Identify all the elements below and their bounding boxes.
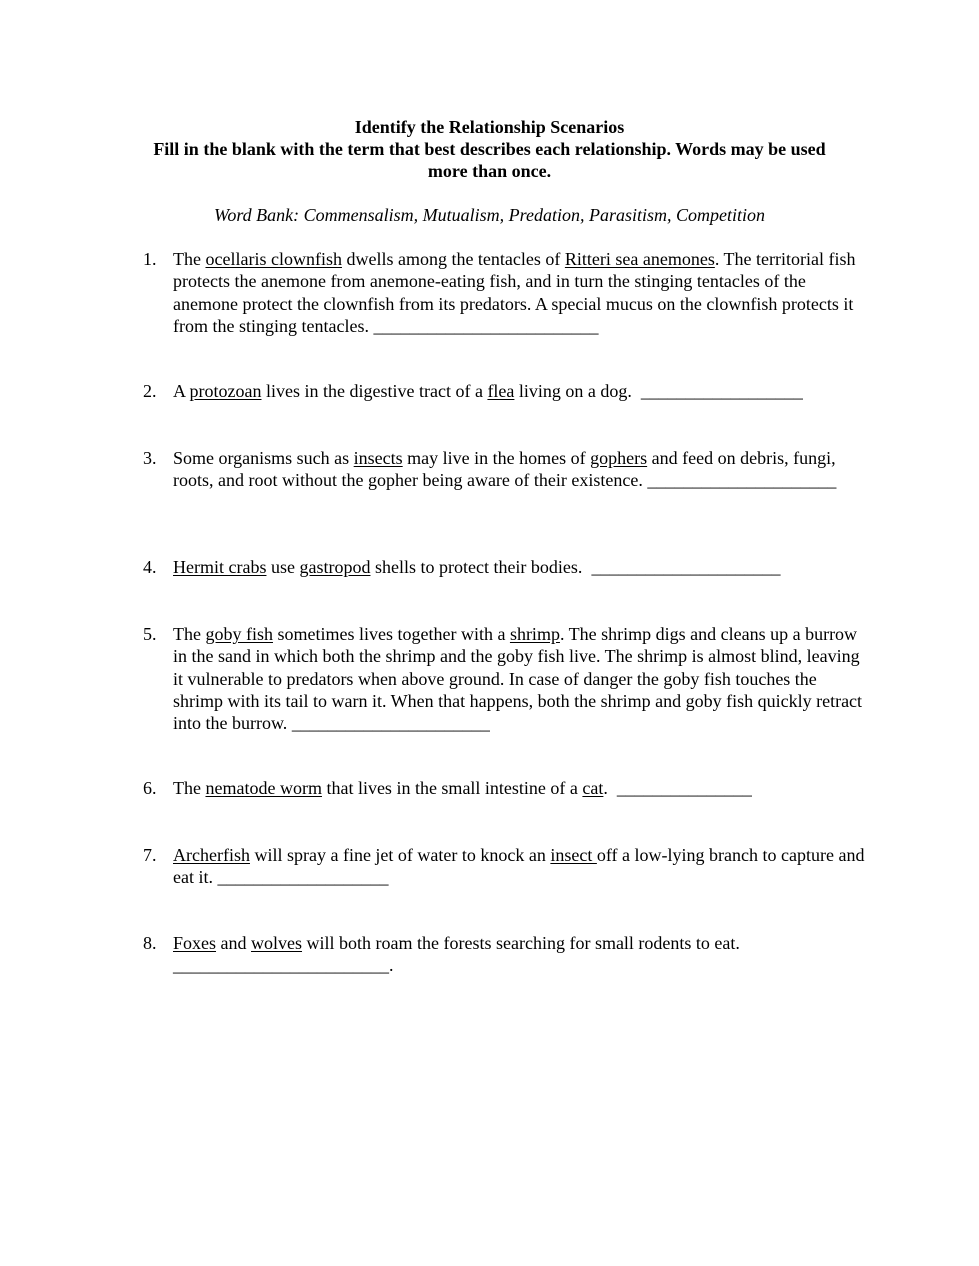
text-segment: may live in the homes of: [402, 448, 591, 468]
question-8: [143, 932, 865, 977]
question-text: [173, 447, 865, 492]
question-1: [143, 248, 865, 337]
question-number: 7.: [143, 845, 157, 865]
text-segment: .: [603, 778, 617, 798]
underlined-organism: flea: [487, 381, 515, 401]
answer-blank[interactable]: _______________: [616, 778, 752, 798]
question-5: [143, 623, 865, 734]
question-text: [173, 932, 865, 977]
underlined-organism: Archerfish: [173, 845, 250, 865]
underlined-organism: ocellaris clownfish: [205, 249, 342, 269]
question-text: [173, 844, 865, 889]
underlined-organism: cat: [582, 778, 604, 798]
underlined-organism: goby fish: [205, 624, 273, 644]
word-bank: Word Bank: Commensalism, Mutualism, Predation, Parasitism, Competition: [214, 205, 765, 225]
text-segment: lives in the digestive tract of a: [261, 381, 488, 401]
text-segment: and feed on debris, fungi, roots, and root without the gopher being aware of their existence.: [173, 448, 836, 491]
answer-blank[interactable]: _____________________: [647, 470, 837, 491]
question-text: [173, 623, 865, 734]
question-number: 1.: [143, 249, 157, 269]
instructions-line-1: Fill in the blank with the term that best describes each relationship. Words may be used: [153, 139, 826, 159]
underlined-organism: insect: [550, 845, 597, 865]
text-segment: use: [266, 557, 300, 577]
text-segment: will both roam the forests searching for small rodents to eat.: [302, 933, 740, 953]
answer-blank[interactable]: ________________________.: [173, 955, 394, 976]
text-segment: A: [173, 381, 190, 401]
question-6: [143, 777, 865, 799]
question-text: [173, 380, 865, 402]
text-segment: The: [173, 249, 206, 269]
underlined-organism: Ritteri sea anemones: [564, 249, 715, 269]
text-segment: that lives in the small intestine of a: [321, 778, 583, 798]
question-number: 8.: [143, 933, 157, 953]
question-text: [173, 248, 865, 337]
question-text: [173, 556, 865, 578]
text-segment: will spray a fine jet of water to knock an: [249, 845, 551, 865]
underlined-organism: insects: [353, 448, 403, 468]
question-text: [173, 777, 865, 799]
question-3: [143, 447, 865, 492]
question-number: 6.: [143, 778, 157, 798]
question-number: 5.: [143, 624, 157, 644]
question-4: [143, 556, 865, 578]
answer-blank[interactable]: ___________________: [217, 867, 389, 888]
underlined-organism: wolves: [251, 933, 303, 953]
text-segment: . The territorial fish protects the anemone from anemone-eating fish, and in turn the stinging tentacles of the anemone protect the clownfish from its predators. A special mucus on the clownfish protects it from the stinging tentacles.: [173, 249, 856, 336]
text-segment: sometimes lives together with a: [272, 624, 510, 644]
answer-blank[interactable]: _________________________: [373, 315, 599, 336]
answer-blank[interactable]: __________________: [640, 381, 803, 401]
underlined-organism: protozoan: [189, 381, 262, 401]
question-7: [143, 844, 865, 889]
question-number: 4.: [143, 557, 157, 577]
underlined-organism: Foxes: [173, 933, 217, 953]
worksheet-title: Identify the Relationship Scenarios: [354, 117, 625, 137]
text-segment: The: [173, 624, 206, 644]
text-segment: The: [173, 778, 206, 798]
answer-blank[interactable]: ______________________: [291, 713, 490, 734]
text-segment: and: [216, 933, 252, 953]
underlined-organism: gastropod: [299, 557, 371, 577]
text-segment: shells to protect their bodies.: [370, 557, 592, 577]
underlined-organism: gophers: [590, 448, 648, 468]
text-segment: living on a dog.: [514, 381, 641, 401]
instructions-line-2: more than once.: [427, 161, 552, 181]
underlined-organism: shrimp: [509, 624, 560, 644]
question-2: [143, 380, 865, 402]
text-segment: . The shrimp digs and cleans up a burrow in the sand in which both the shrimp and the goby fish live. The shrimp is almost blind, leaving it vulnerable to predators when above ground. In case of danger the goby fish touches the shrimp with its tail to warn it. When that happens, both the shrimp and goby fish quickly retract into the burrow.: [173, 624, 863, 734]
question-number: 3.: [143, 448, 157, 468]
answer-blank[interactable]: _____________________: [591, 557, 781, 577]
question-number: 2.: [143, 381, 157, 401]
underlined-organism: Hermit crabs: [173, 557, 267, 577]
worksheet-header: [100, 116, 879, 182]
text-segment: Some organisms such as: [173, 448, 354, 468]
underlined-organism: nematode worm: [205, 778, 322, 798]
text-segment: off a low-lying branch to capture and eat it.: [173, 845, 865, 888]
text-segment: dwells among the tentacles of: [341, 249, 565, 269]
